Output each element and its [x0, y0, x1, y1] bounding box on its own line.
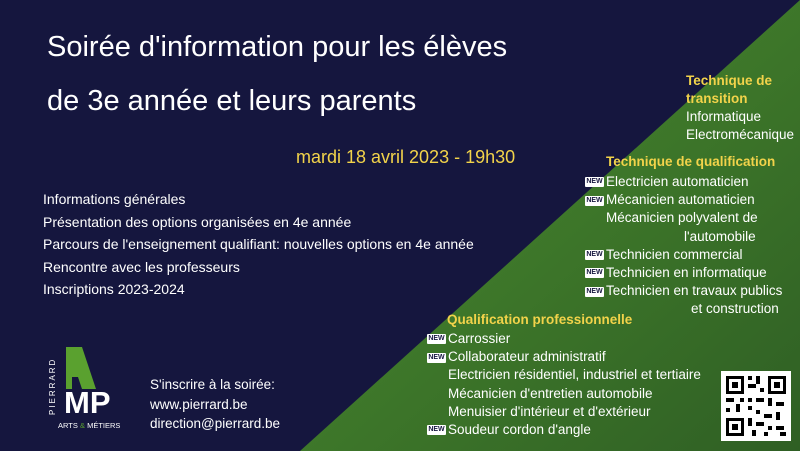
- info-item: Rencontre avec les professeurs: [43, 258, 240, 275]
- list-item: NEW Soudeur cordon d'angle: [428, 422, 591, 438]
- section-heading-transition: Technique de transition: [686, 73, 773, 106]
- list-item: Menuisier d'intérieur et d'extérieur: [448, 403, 651, 419]
- info-item: Informations générales: [43, 191, 186, 207]
- logo-caption: ARTS & MÉTIERS: [58, 421, 121, 430]
- new-badge: NEW: [586, 196, 603, 204]
- page-title-line-1: Soirée d'information pour les élèves: [47, 31, 508, 63]
- list-item: Electromécanique: [686, 127, 795, 143]
- email-link[interactable]: direction@pierrard.be: [150, 416, 281, 431]
- qr-code-icon: [721, 371, 791, 441]
- new-badge: NEW: [428, 426, 445, 434]
- new-badge: NEW: [586, 251, 603, 259]
- list-item: et construction: [691, 301, 779, 317]
- list-item: NEW Technicien en informatique: [586, 265, 767, 281]
- page-title-line-2: de 3e année et leurs parents: [47, 85, 417, 117]
- list-item: NEW Mécanicien automaticien: [586, 192, 755, 208]
- pierrard-logo: [48, 345, 132, 435]
- info-item: Parcours de l'enseignement qualifiant: nouvelles options en 4e année: [43, 236, 474, 253]
- new-badge: NEW: [586, 178, 603, 186]
- list-item: l'automobile: [684, 228, 756, 244]
- logo-side-text: PIERRARD: [48, 357, 57, 415]
- contact-label: S'inscrire à la soirée:: [150, 377, 275, 392]
- info-list: [43, 188, 474, 301]
- qualification-list: [585, 173, 782, 319]
- section-heading-qualification: Technique de qualification: [606, 154, 776, 169]
- new-badge: NEW: [586, 269, 603, 277]
- new-badge: NEW: [428, 353, 445, 361]
- list-item: Mécanicien d'entretien automobile: [448, 385, 653, 401]
- info-item: Présentation des options organisées en 4e année: [43, 213, 352, 230]
- list-item: NEW Carrossier: [428, 331, 511, 346]
- amp-logo-mark: [62, 345, 132, 417]
- contact-block: [150, 375, 280, 434]
- section-heading-professionnelle: Qualification professionnelle: [447, 312, 633, 327]
- event-date: mardi 18 avril 2023 - 19h30: [296, 147, 516, 167]
- list-item: Informatique: [686, 109, 762, 124]
- list-item: NEW Technicien commercial: [586, 246, 743, 262]
- list-item: Electricien résidentiel, industriel et tertiaire: [448, 367, 701, 383]
- new-badge: NEW: [586, 287, 603, 295]
- professionnelle-list: [427, 330, 701, 439]
- new-badge: NEW: [428, 335, 445, 343]
- list-item: NEW Technicien en travaux publics: [586, 283, 783, 299]
- list-item: NEW Electricien automaticien: [586, 174, 749, 189]
- list-item: NEW Collaborateur administratif: [428, 349, 606, 365]
- transition-list: [686, 108, 794, 144]
- svg-text:MP: MP: [64, 385, 111, 417]
- website-link[interactable]: www.pierrard.be: [150, 396, 248, 412]
- list-item: Mécanicien polyvalent de: [606, 210, 758, 226]
- info-item: Inscriptions 2023-2024: [43, 281, 185, 298]
